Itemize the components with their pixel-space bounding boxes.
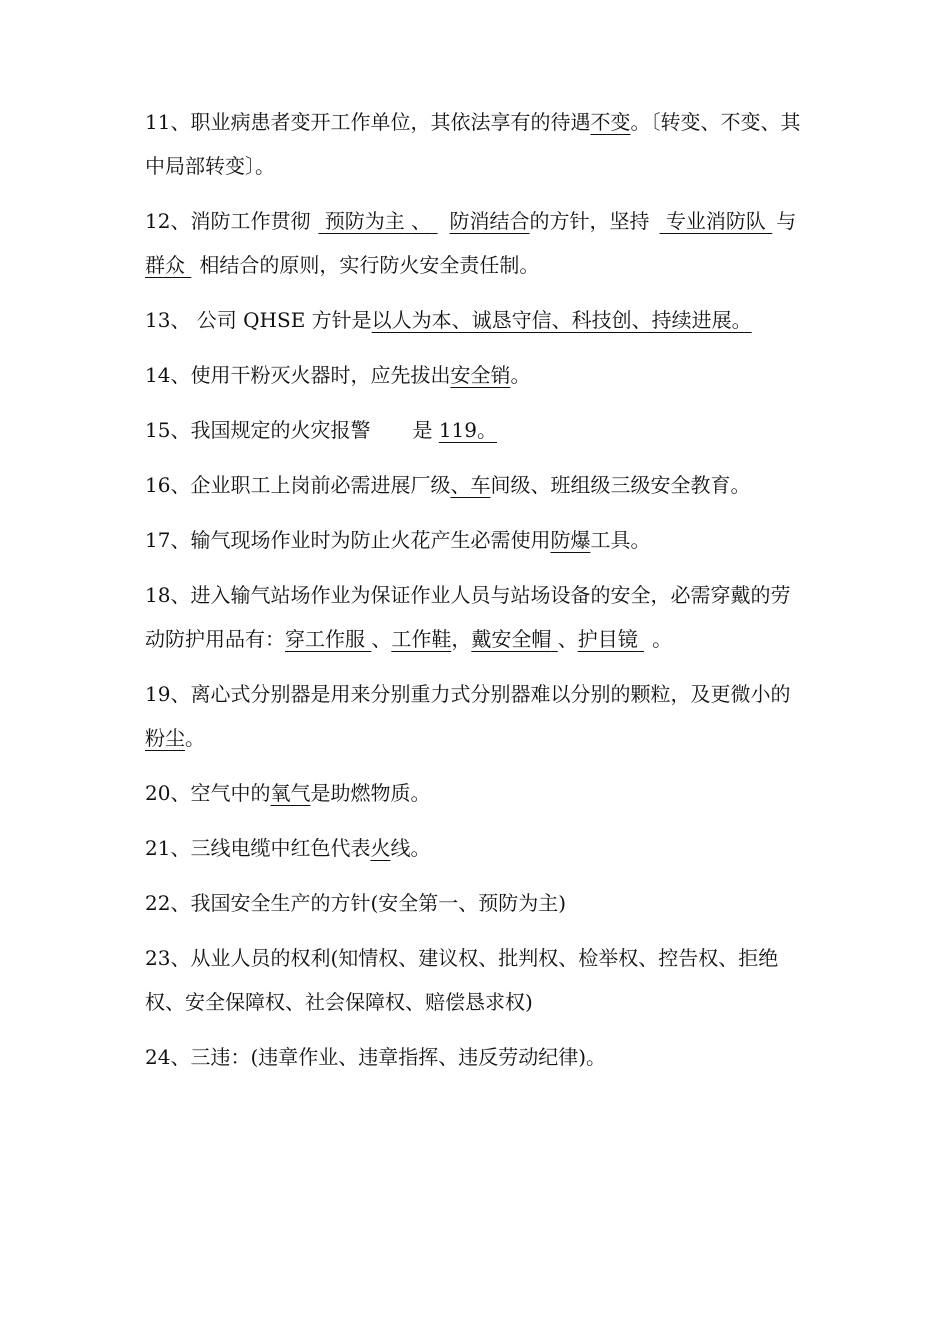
question-11-answer: 不变	[590, 110, 631, 134]
question-12-answer-sep: 、	[411, 209, 432, 233]
question-20-text-a: 20、空气中的	[145, 781, 271, 805]
question-14	[145, 353, 810, 397]
question-13	[145, 298, 810, 342]
question-19-text-b: 。	[185, 726, 205, 750]
question-21	[145, 826, 810, 870]
question-18-text-a: 18、进入输气站场作业为保证作业人员与站场设备的安全，必需穿戴的劳动防护用品有：	[145, 583, 791, 651]
question-12-answer-3: 专业消防队	[665, 209, 766, 233]
question-11	[145, 100, 810, 188]
question-17	[145, 518, 810, 562]
question-19-text-a: 19、离心式分别器是用来分别重力式分别器难以分别的颗粒，及更微小的	[145, 682, 791, 706]
question-24-text: 24、三违：(违章作业、违章指挥、违反劳动纪律)。	[145, 1045, 607, 1069]
question-20-text-b: 是助燃物质。	[310, 781, 431, 805]
question-18-text-e: 。	[652, 627, 673, 651]
question-22	[145, 881, 810, 925]
question-12-answer-2: 防消结合	[449, 209, 530, 233]
question-20-answer: 氧气	[270, 781, 311, 805]
question-23-text: 23、从业人员的权利(知情权、建议权、批判权、检举权、控告权、拒绝权、安全保障权、社会保障权、赔偿恳求权)	[145, 946, 779, 1014]
question-18-answer-2: 工作鞋	[391, 627, 452, 651]
question-11-text-a: 11、职业病患者变开工作单位，其依法享有的待遇	[145, 110, 591, 134]
question-12-text-c: 与	[776, 209, 797, 233]
question-15-text-a: 15、我国规定的火灾报警	[145, 418, 371, 442]
question-21-text-b: 线。	[390, 836, 431, 860]
question-16-text-a: 16、企业职工上岗前必需进展厂级	[145, 473, 451, 497]
question-20	[145, 771, 810, 815]
question-18-text-c: ，	[451, 627, 472, 651]
question-18-answer-1: 穿工作服	[285, 627, 365, 651]
question-14-text-a: 14、使用干粉灭火器时，应先拔出	[145, 363, 451, 387]
question-18-answer-3: 戴安全帽	[471, 627, 552, 651]
question-17-text-a: 17、输气现场作业时为防止火花产生必需使用	[145, 528, 551, 552]
question-12-text-a: 12、消防工作贯彻	[145, 209, 311, 233]
question-13-answer: 以人为本、诚恳守信、科技创、持续进展。	[371, 308, 752, 332]
question-24	[145, 1035, 810, 1079]
question-13-text-a: 13、 公司 QHSE 方针是	[145, 308, 372, 332]
question-16-answer: 、车	[450, 473, 491, 497]
question-18-text-b: 、	[371, 627, 392, 651]
question-18-text-d: 、	[557, 627, 578, 651]
document-body	[145, 100, 810, 1090]
question-15	[145, 408, 810, 452]
question-21-answer: 火	[370, 836, 391, 860]
question-15-answer: 119。	[438, 418, 497, 442]
question-12-text-d: 相结合的原则，实行防火安全责任制。	[199, 253, 540, 277]
question-14-answer: 安全销	[450, 363, 511, 387]
question-17-text-b: 工具。	[590, 528, 651, 552]
question-12	[145, 199, 810, 287]
question-17-answer: 防爆	[550, 528, 591, 552]
question-18	[145, 573, 810, 661]
question-16	[145, 463, 810, 507]
question-19	[145, 672, 810, 760]
question-12-answer-4: 群众	[145, 253, 185, 277]
question-16-text-b: 间级、班组级三级安全教育。	[490, 473, 751, 497]
question-18-answer-4: 护目镜	[577, 627, 638, 651]
question-21-text-a: 21、三线电缆中红色代表	[145, 836, 371, 860]
question-23	[145, 936, 810, 1024]
question-22-text: 22、我国安全生产的方针(安全第一、预防为主)	[145, 891, 567, 915]
question-12-answer-1: 预防为主	[324, 209, 405, 233]
question-11-text-b: 。〔转变、不变、其中局部转变〕。	[145, 110, 801, 178]
question-15-text-b: 是	[412, 418, 439, 442]
question-14-text-b: 。	[510, 363, 531, 387]
question-19-answer: 粉尘	[145, 726, 185, 750]
question-12-text-b: 的方针，坚持	[529, 209, 650, 233]
